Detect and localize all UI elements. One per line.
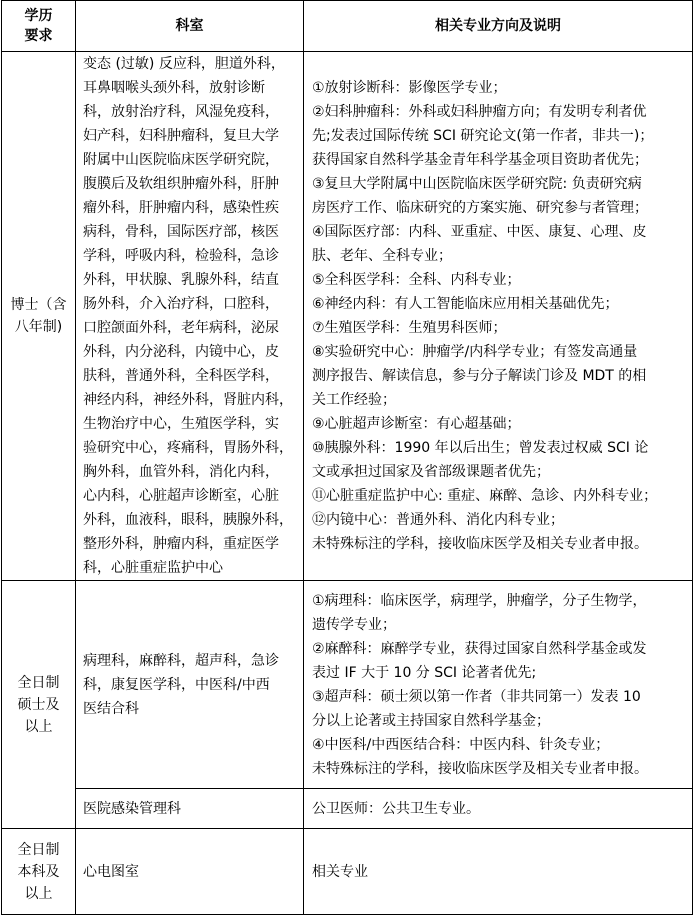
requirement-cell [2,581,76,829]
text-line: 妇产科，妇科肿瘤科，复旦大学 [83,128,279,144]
header-department: 科室 [76,1,304,52]
text-line: ①放射诊断科：影像医学专业； [312,80,507,96]
text-line: 神经内科，神经外科，肾脏内科， [83,392,293,408]
text-line: ⑫内镜中心：普通外科、消化内科专业； [312,512,564,528]
description-cell [304,789,693,829]
text-line: 口腔颌面外科，老年病科，泌尿 [83,320,279,336]
text-line: 科，心脏重症监护中心 [83,560,223,576]
table-row [2,581,693,789]
text-line: 外科，内分泌科，内镜中心，皮 [83,344,279,360]
text-line: ⑪心脏重症监护中心: 重症、麻醉、急诊、内外科专业； [312,488,658,504]
text-line: 病理科，麻醉科，超声科，急诊 [83,652,279,669]
text-line: 心电图室 [83,863,139,880]
text-line: 分以上论著或主持国家自然科学基金； [312,712,550,729]
text-line: 硕士及 [17,696,60,713]
text-line: 房医疗工作、临床研究的方案实施、研究参与者管理； [312,200,648,216]
text-line: 学科，呼吸内科，检验科，急诊 [83,248,279,264]
text-line: 心内科，心脏超声诊断室，心脏 [83,488,279,504]
text-line: 附属中山医院临床医学研究院， [83,152,279,168]
text-line: ⑤全科医学科：全科、内科专业； [312,272,521,288]
text-line: 以上 [24,718,53,735]
text-line: 未特殊标注的学科，接收临床医学及相关专业者申报。 [312,536,648,552]
text-line: 胸外科，血管外科，消化内科， [83,464,279,480]
text-line: 关工作经验； [312,392,396,408]
description-cell [304,829,693,915]
text-line: 生物治疗中心，生殖医学科，实 [83,416,279,432]
text-line: ⑥神经内科：有人工智能临床应用相关基础优先； [312,296,619,312]
department-cell [76,789,304,829]
text-line: 全日制 [17,841,60,858]
text-line: 变态 (过敏) 反应科，胆道外科， [83,56,285,72]
department-cell [76,581,304,789]
text-line: 测序报告、解读信息，参与分子解读门诊及 MDT 的相 [312,368,647,384]
text-line: 文或承担过国家及省部级课题者优先； [312,464,550,480]
text-line: 整形外科，肿瘤内科，重症医学 [83,536,279,552]
text-line: ⑩胰腺外科：1990 年以后出生；曾发表过权威 SCI 论 [312,440,649,456]
text-line: 相关专业 [312,863,368,880]
text-line: 表过 IF 大于 10 分 SCI 论著者优先; [312,664,537,681]
text-line: 公卫医师：公共卫生专业。 [312,800,480,817]
text-line: ②麻醉科：麻醉学专业，获得过国家自然科学基金或发 [312,640,647,657]
text-line: ⑧实验研究中心：肿瘤学/内科学专业；有签发高通量 [312,344,638,360]
text-line: 获得国家自然科学基金青年科学基金项目资助者优先； [312,152,648,168]
header-description: 相关专业方向及说明 [304,1,693,52]
table-row [2,789,693,829]
department-cell [76,52,304,581]
text-line: 病科，骨科，国际医疗部，核医 [83,224,279,240]
text-line: 肤科，普通外科，全科医学科， [83,368,279,384]
recruitment-table [1,0,693,915]
text-line: 腹膜后及软组织肿瘤外科，肝肿 [83,176,279,192]
text-line: 耳鼻咽喉头颈外科，放射诊断 [83,80,265,96]
table-row [2,52,693,581]
text-line: ⑦生殖医学科：生殖男科医师； [312,320,507,336]
text-line: 肤、老年、全科专业； [312,248,452,264]
text-line: 医结合科 [83,700,139,717]
text-line: 验研究中心，疼痛科，胃肠外科， [83,440,293,456]
text-line: 先;发表过国际传统 SCI 研究论文(第一作者，非共一)； [312,128,654,144]
text-line: 外科，甲状腺、乳腺外科，结直 [83,272,279,288]
header-requirement: 学历 要求 [2,1,76,52]
description-cell [304,581,693,789]
text-line: ③超声科：硕士须以第一作者（非共同第一）发表 10 [312,688,641,705]
text-line: 科，康复医学科，中医科/中西 [83,676,270,693]
text-line: 科，放射治疗科，风湿免疫科， [83,104,279,120]
description-cell [304,52,693,581]
text-line: 全日制 [17,674,60,691]
text-line: 瘤外科，肝肿瘤内科，感染性疾 [83,200,279,216]
requirement-cell [2,52,76,581]
text-line: ③复旦大学附属中山医院临床医学研究院: 负责研究病 [312,176,642,192]
text-line: 遗传学专业； [312,616,396,633]
text-line: ②妇科肿瘤科：外科或妇科肿瘤方向；有发明专利者优 [312,104,647,120]
requirement-cell [2,829,76,915]
text-line: 以上 [24,885,53,902]
text-line: 医院感染管理科 [83,800,181,817]
text-line: 八年制) [14,319,63,335]
text-line: 外科，血液科，眼科，胰腺外科， [83,512,293,528]
text-line: ④国际医疗部：内科、亚重症、中医、康复、心理、皮 [312,224,647,240]
text-line: 本科及 [17,863,60,880]
text-line: 肠外科，介入治疗科，口腔科， [83,296,279,312]
text-line: 未特殊标注的学科，接收临床医学及相关专业者申报。 [312,760,648,777]
table-row [2,829,693,915]
text-line: ①病理科：临床医学，病理学，肿瘤学，分子生物学， [312,592,647,609]
text-line: 博士（含 [10,297,67,313]
text-line: ⑨心脏超声诊断室：有心超基础； [312,416,521,432]
department-cell [76,829,304,915]
text-line: ④中医科/中西医结合科：中医内科、针灸专业； [312,736,610,753]
table-header-row [2,1,693,52]
